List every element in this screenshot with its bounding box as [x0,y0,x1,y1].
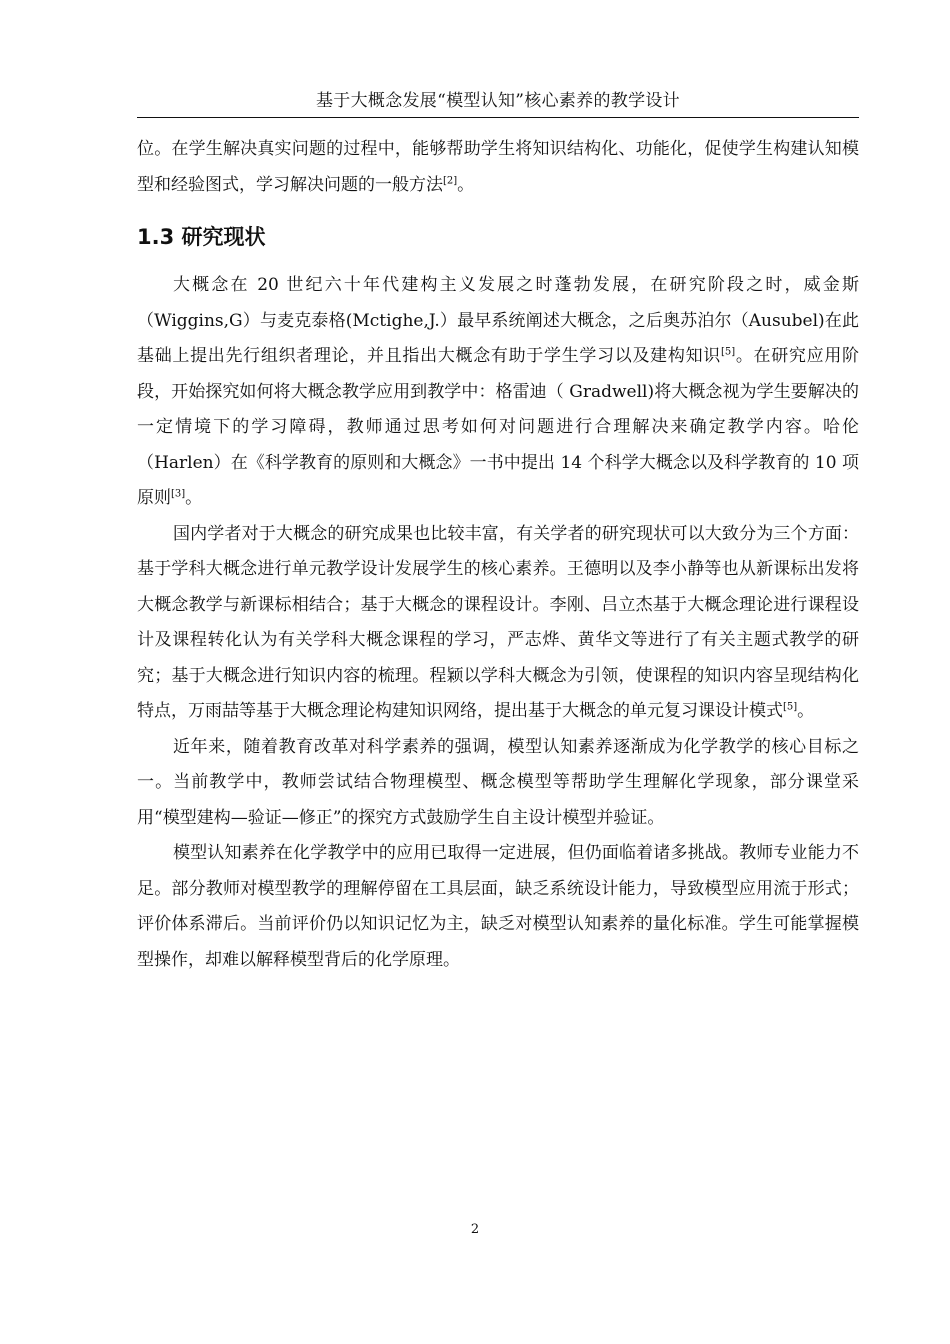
section-heading: 1.3 研究现状 [137,225,266,249]
citation-marker: [5] [720,346,736,358]
paragraph-1: 大概念在 20 世纪六十年代建构主义发展之时蓬勃发展，在研究阶段之时，威金斯（Wiggins,G）与麦克泰格(Mctighe,J.）最早系统阐述大概念，之后奥苏泊尔（Ausubel)在此基础上提出先行组织者理论，并且指出大概念有助于学生学习以及建构知识[5]。在研究应用阶段，开始探究如何将大概念教学应用到教学中：格雷迪（ Gradwell)将大概念视为学生要解决的一定情境下的学习障碍，教师通过思考如何对问题进行合理解决来确定教学内容。哈伦（Harlen）在《科学教育的原则和大概念》一书中提出 14 个科学大概念以及科学教育的 10 项原则[3]。 [137,275,860,508]
page-number: 2 [470,1222,480,1237]
citation-marker: [2] [443,174,458,186]
paragraph-3: 近年来，随着教育改革对科学素养的强调，模型认知素养逐渐成为化学教学的核心目标之一。当前教学中，教师尝试结合物理模型、概念模型等帮助学生理解化学现象，部分课堂采用“模型建构—验证—修正”的探究方式鼓励学生自主设计模型并验证。 [137,736,859,828]
continuation-text: 位。在学生解决真实问题的过程中，能够帮助学生将知识结构化、功能化，促使学生构建认知模型和经验图式，学习解决问题的一般方法[2]。 [137,139,859,195]
citation-marker: [3] [171,488,186,500]
citation-marker: [5] [783,701,798,713]
header-rule [137,117,859,118]
body-text [137,268,859,978]
paragraph-2: 国内学者对于大概念的研究成果也比较丰富，有关学者的研究现状可以大致分为三个方面：基于学科大概念进行单元教学设计发展学生的核心素养。王德明以及李小静等也从新课标出发将大概念教学与新课标相结合；基于大概念的课程设计。李刚、吕立杰基于大概念理论进行课程设计及课程转化认为有关学科大概念课程的学习，严志烨、黄华文等进行了有关主题式教学的研究；基于大概念进行知识内容的梳理。程颖以学科大概念为引领，使课程的知识内容呈现结构化特点，万雨喆等基于大概念理论构建知识网络，提出基于大概念的单元复习课设计模式[5]。 [137,523,859,721]
running-header: 基于大概念发展“模型认知”核心素养的教学设计 [316,91,680,111]
continuation-paragraph [137,132,859,203]
paragraph-4: 模型认知素养在化学教学中的应用已取得一定进展，但仍面临着诸多挑战。教师专业能力不足。部分教师对模型教学的理解停留在工具层面，缺乏系统设计能力，导致模型应用流于形式；评价体系滞后。当前评价仍以知识记忆为主，缺乏对模型认知素养的量化标准。学生可能掌握模型操作，却难以解释模型背后的化学原理。 [137,843,859,970]
